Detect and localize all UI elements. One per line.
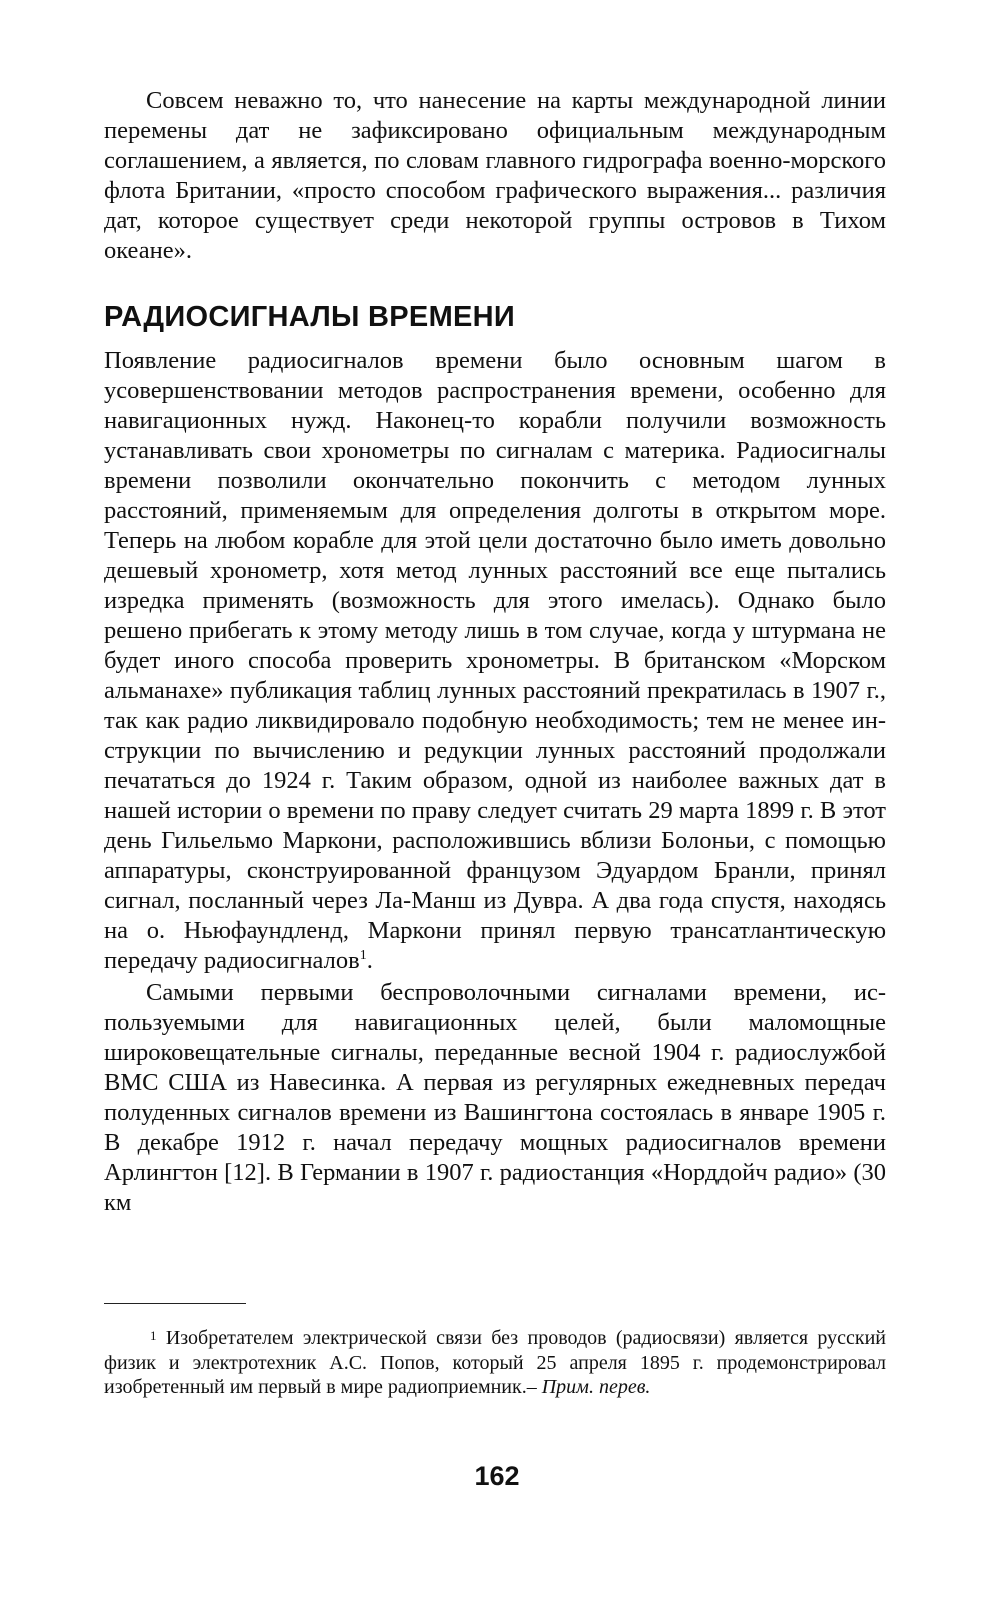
page-number: 162 <box>474 1461 520 1491</box>
paragraph-radio-signals-1-text: Появление радиосигналов времени было основным шагом в усовершенствовании методов распространения времени, особенно для навигационных нужд. Наконец-то корабли получили возможность устанавливать свои хронометры по сигналам с материка. Радиосигналы времени позволили окончательно покончить с методом лунных расстояний, применяемым для определения долготы в открытом море. Теперь на любом корабле для этой цели достаточно было иметь довольно дешевый хронометр, хотя метод лунных расстояний все еще пытались изредка применять (возможность для этого имелась). Однако было решено прибегать к этому методу лишь в том случае, когда у штурмана не будет иного способа проверить хронометры. В британском «Морском альманахе» публикация таблиц лунных расстояний прекратилась в 1907 г., так как радио ликвидировало подобную необходимость; тем не менее инструкции по вычислению и редукции лунных расстояний продолжали печататься до 1924 г. Таким образом, одной из наиболее важных дат в нашей истории о времени по праву следует считать 29 марта 1899 г. В этот день Гильельмо Маркони, расположившись вблизи Болоньи, с помощью аппаратуры, сконструированной французом Эдуардом Бранли, принял сигнал, посланный через Ла-Манш из Дувра. А два года спустя, находясь на о. Ньюфаундленд, Маркони принял первую трансатлантическую передачу радиосигналов <box>104 347 886 974</box>
footnote-divider <box>104 1303 246 1304</box>
footnote-mark: 1 <box>150 1328 157 1343</box>
footnote-reference[interactable]: 1 <box>359 947 367 963</box>
paragraph-radio-signals-2: Самыми первыми беспроволочными сигналами времени, используемыми для навигационных целей, были маломощные широковещательные сигналы, переданные весной 1904 г. радиослужбой ВМС США из Навесинка. А первая из регулярных ежедневных передач полуденных сигналов времени из Вашингтона состоялась в январе 1905 г. В декабре 1912 г. начал передачу мощных радиосигналов времени Арлингтон [12]. В Германии в 1907 г. радиостанция «Норддойч радио» (30 км <box>104 979 886 1216</box>
paragraph-radio-signals-1 <box>104 346 886 976</box>
footnote <box>104 1326 886 1400</box>
footnote-translator-note: Прим. перев. <box>541 1376 651 1398</box>
section-heading: РАДИОСИГНАЛЫ ВРЕМЕНИ <box>104 301 516 333</box>
page-body <box>104 86 886 1218</box>
paragraph-intro: Совсем неважно то, что нанесение на карты международной линии перемены дат не зафиксировано официальным международным соглашением, а является, по словам главного гидрографа военно-морского флота Британии, «просто способом графического выражения... различия дат, которое существует среди некоторой группы островов в Тихом океане». <box>104 87 886 264</box>
footnote-text: Изобретателем электрической связи без проводов (радиосвязи) является русский физик и электротехник А.С. Попов, который 25 апреля 1895 г. продемонстрировал изобретенный им первый в мире радиоприемник.– <box>104 1327 887 1398</box>
paragraph-radio-signals-1-end: . <box>366 947 373 974</box>
